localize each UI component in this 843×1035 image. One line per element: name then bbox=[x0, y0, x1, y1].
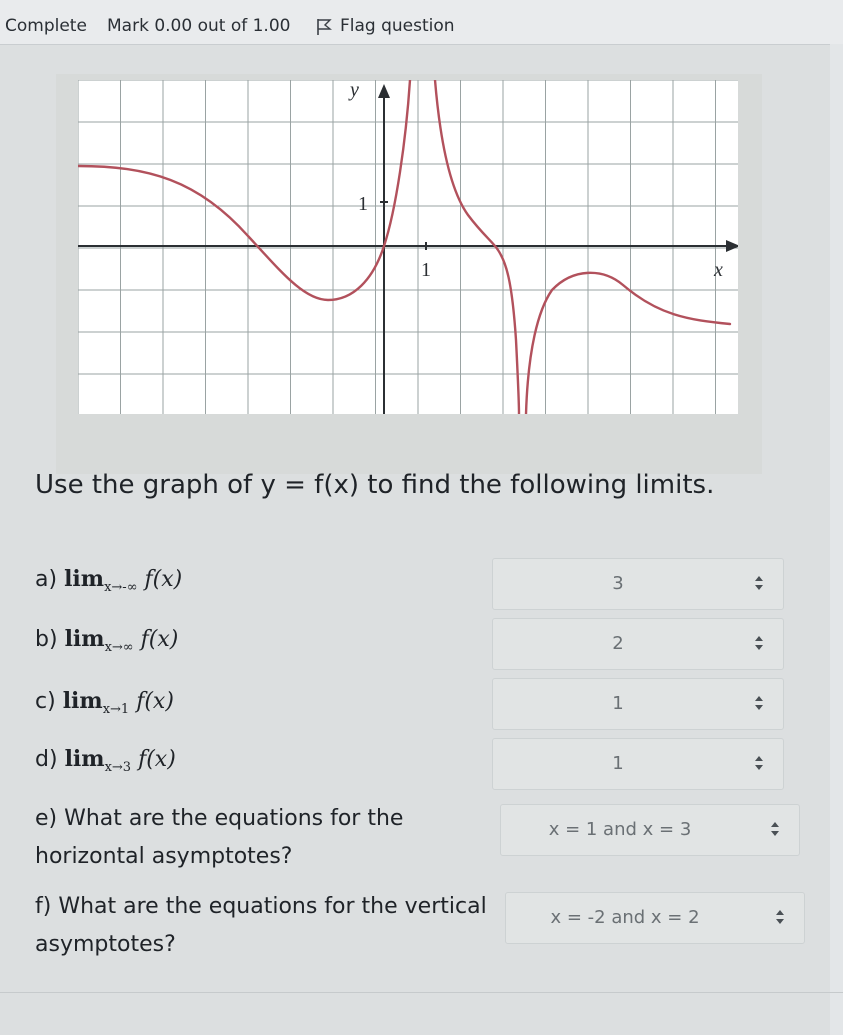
question-state: Complete bbox=[5, 16, 87, 36]
flag-icon[interactable] bbox=[316, 18, 332, 36]
part-b-label: b) $\lim_{x\to\infty} f(x)$ bbox=[35, 626, 179, 655]
select-updown-icon bbox=[753, 753, 765, 773]
question-prompt: Use the graph of y = f(x) to find the following limits. bbox=[35, 470, 715, 500]
part-c-answer-select[interactable] bbox=[492, 678, 784, 730]
select-updown-icon bbox=[753, 633, 765, 653]
select-updown-icon bbox=[753, 573, 765, 593]
question-mark: Mark 0.00 out of 1.00 bbox=[107, 16, 291, 36]
part-d-label: d) $\lim_{x\to 3} f(x)$ bbox=[35, 746, 176, 775]
y-axis-arrow-icon bbox=[378, 84, 390, 98]
select-updown-icon bbox=[774, 907, 786, 927]
part-f-label: f) What are the equations for the vertical asymptotes? bbox=[35, 894, 487, 957]
part-c-selected-value: 1 bbox=[612, 693, 624, 714]
y-tick-label: 1 bbox=[358, 193, 368, 215]
part-e-label: e) What are the equations for the horizontal asymptotes? bbox=[35, 806, 404, 869]
x-axis-label: x bbox=[714, 259, 723, 281]
part-e-selected-value: x = 1 and x = 3 bbox=[548, 819, 692, 840]
part-d-answer-select[interactable] bbox=[492, 738, 784, 790]
x-tick-label: 1 bbox=[421, 259, 431, 281]
select-updown-icon bbox=[769, 819, 781, 839]
divider bbox=[0, 992, 843, 993]
part-c-label: c) $\lim_{x\to 1} f(x)$ bbox=[35, 688, 174, 717]
part-d-selected-value: 1 bbox=[612, 753, 624, 774]
curve-right-branch bbox=[526, 273, 730, 414]
part-b-selected-value: 2 bbox=[612, 633, 624, 654]
part-a-answer-select[interactable] bbox=[492, 558, 784, 610]
y-axis-label: y bbox=[350, 80, 359, 101]
question-info-bar bbox=[0, 0, 843, 44]
function-graph bbox=[78, 80, 738, 414]
part-a-selected-value: 3 bbox=[612, 573, 624, 594]
select-updown-icon bbox=[753, 693, 765, 713]
x-axis-arrow-icon bbox=[726, 240, 738, 252]
part-a-label: a) $\lim_{x\to-\infty} f(x)$ bbox=[35, 566, 183, 595]
curve-left-branch bbox=[78, 80, 410, 300]
part-e-answer-select[interactable] bbox=[500, 804, 800, 856]
graph-axes bbox=[78, 84, 738, 414]
part-f-selected-value: x = -2 and x = 2 bbox=[550, 907, 700, 928]
flag-question-link[interactable]: Flag question bbox=[340, 16, 455, 36]
part-f-answer-select[interactable] bbox=[505, 892, 805, 944]
part-b-answer-select[interactable] bbox=[492, 618, 784, 670]
